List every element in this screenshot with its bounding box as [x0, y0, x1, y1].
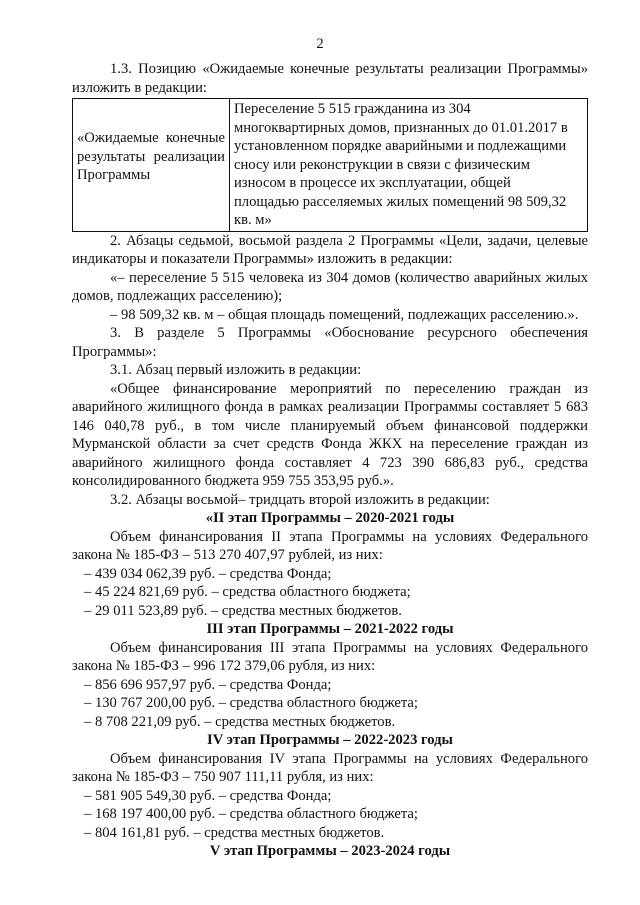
paragraph-1-3: 1.3. Позицию «Ожидаемые конечные результаты реализации Программы» изложить в редакции:	[72, 61, 588, 96]
table-line: площадью расселяемых жилых помещений 98 509,32	[234, 193, 567, 210]
paragraph-2: 2. Абзацы седьмой, восьмой раздела 2 Программы «Цели, задачи, целевые индикаторы и показатели Программы» изложить в редакции:	[72, 232, 588, 267]
table-line: кв. м»	[234, 212, 272, 228]
stage-title: III этап Программы – 2021-2022 годы	[206, 621, 454, 637]
table-line: многоквартирных домов, признанных до 01.01.2017 в	[234, 119, 568, 136]
stage-title: IV этап Программы – 2022-2023 годы	[207, 732, 453, 748]
paragraph-3-1: 3.1. Абзац первый изложить в редакции:	[110, 362, 362, 378]
stage-item: – 581 905 549,30 руб. – средства Фонда;	[84, 787, 332, 804]
table-right-cell	[230, 99, 588, 232]
stage-title: «II этап Программы – 2020-2021 годы	[205, 510, 455, 526]
table-line: Переселение 5 515 гражданина из 304	[234, 101, 471, 117]
stage-item: – 130 767 200,00 руб. – средства областного бюджета;	[84, 695, 418, 711]
table-left-cell: «Ожидаемые конечные результаты реализации Программы	[73, 99, 230, 232]
document-body	[72, 60, 588, 861]
table-line: сносу или реконструкции в связи с физическим	[234, 156, 530, 173]
stage-intro: Объем финансирования III этапа Программы на условиях Федерального закона № 185-ФЗ – 996 172 379,06 рубля, из них:	[72, 639, 588, 674]
page-number: 2	[316, 36, 324, 52]
stage-item: – 8 708 221,09 руб. – средства местных бюджетов.	[84, 713, 396, 730]
stage-item: – 29 011 523,89 руб. – средства местных бюджетов.	[84, 602, 402, 619]
table-line: установленном порядке аварийными и подлежащими	[234, 138, 567, 154]
paragraph-3: 3. В разделе 5 Программы «Обоснование ресурсного обеспечения Программы»:	[72, 325, 588, 360]
paragraph-area: – 98 509,32 кв. м – общая площадь помещений, подлежащих расселению.».	[110, 306, 579, 323]
table-line: износом в процессе их эксплуатации, общей	[234, 175, 511, 191]
stage-item: – 439 034 062,39 руб. – средства Фонда;	[84, 565, 332, 582]
paragraph-3-2: 3.2. Абзацы восьмой– тридцать второй изложить в редакции:	[110, 491, 490, 508]
stage-intro: Объем финансирования IV этапа Программы на условиях Федерального закона № 185-ФЗ – 750 907 111,11 рубля, из них:	[72, 750, 588, 785]
stage-item: – 45 224 821,69 руб. – средства областного бюджета;	[84, 584, 411, 600]
paragraph-resettlement: «– переселение 5 515 человека из 304 домов (количество аварийных жилых домов, подлежащих расселению);	[72, 269, 588, 304]
stage-intro: Объем финансирования II этапа Программы на условиях Федерального закона № 185-ФЗ – 513 270 407,97 рублей, из них:	[72, 528, 588, 563]
stage-title: V этап Программы – 2023-2024 годы	[209, 843, 451, 859]
stage-item: – 168 197 400,00 руб. – средства областного бюджета;	[84, 806, 418, 822]
results-table	[72, 98, 588, 232]
stage-item: – 804 161,81 руб. – средства местных бюджетов.	[84, 824, 385, 841]
stage-item: – 856 696 957,97 руб. – средства Фонда;	[84, 676, 332, 693]
paragraph-financing: «Общее финансирование мероприятий по переселению граждан из аварийного жилищного фонда в рамках реализации Программы составляет 5 683 146 040,78 руб., в том числе планируемый объем финансовой поддержки Мурманской области за счет средств Фонда ЖКХ на переселение граждан из аварийного жилищного фонда составляет 4 723 390 686,83 руб., средства консолидированного бюджета 959 755 353,95 руб.».	[72, 380, 588, 489]
